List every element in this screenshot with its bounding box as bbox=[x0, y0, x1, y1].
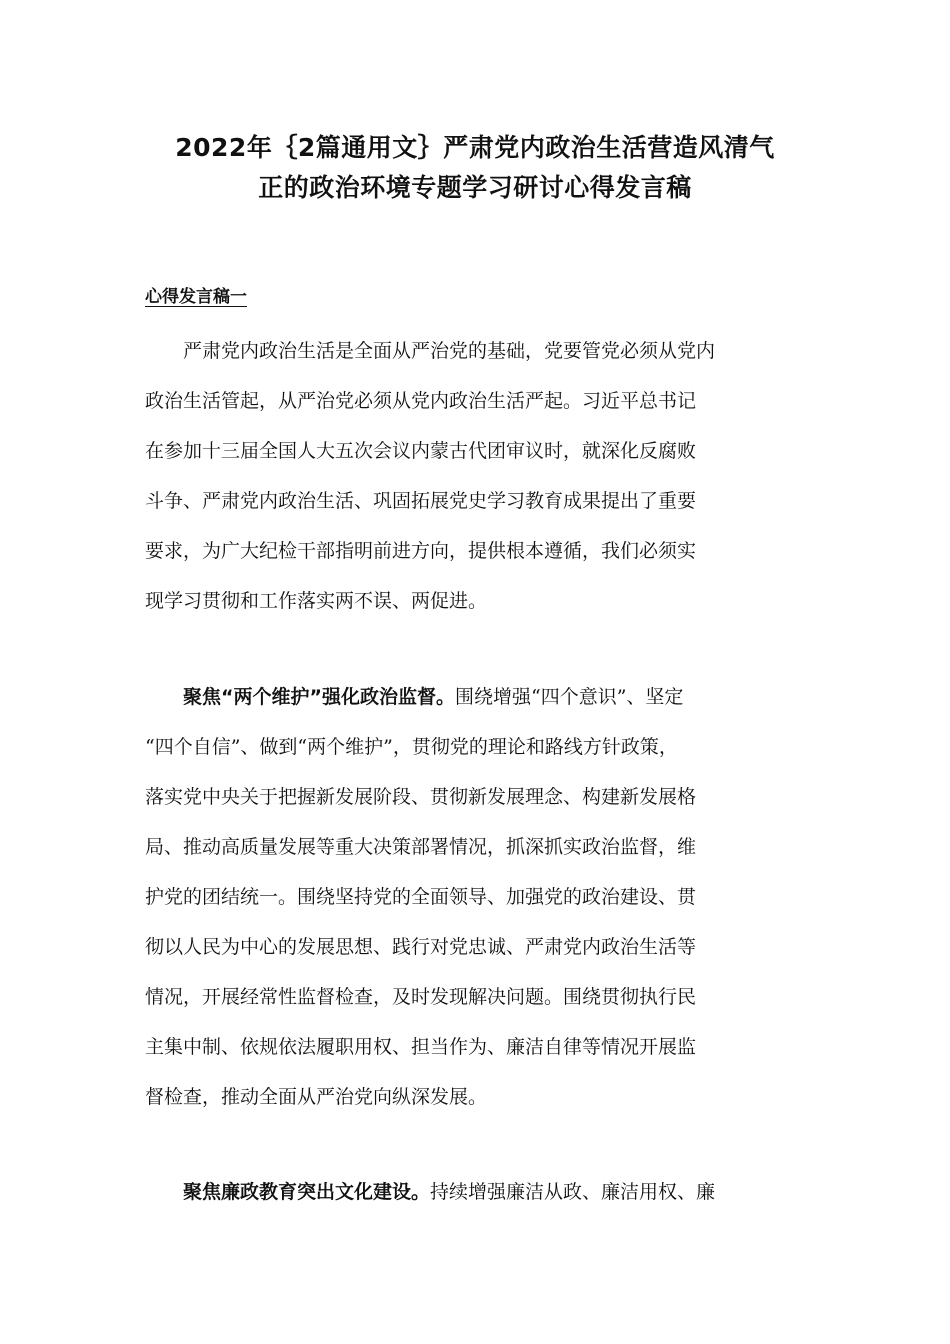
paragraph-first-line-text: 围绕增强“四个意识”、坚定 bbox=[454, 686, 684, 708]
paragraph-line: 斗争、严肃党内政治生活、巩固拓展党史学习教育成果提出了重要 bbox=[145, 490, 697, 512]
paragraph-line: 现学习贯彻和工作落实两不误、两促进。 bbox=[145, 590, 488, 612]
paragraph-line: 要求，为广大纪检干部指明前进方向，提供根本遵循，我们必须实 bbox=[145, 540, 697, 562]
paragraph-line: 局、推动高质量发展等重大决策部署情况，抓深抓实政治监督，维 bbox=[145, 836, 697, 858]
paragraph-first-line bbox=[145, 1167, 825, 1217]
paragraph-line: 在参加十三届全国人大五次会议内蒙古代团审议时，就深化反腐败 bbox=[145, 440, 697, 462]
paragraph-line: 督检查，推动全面从严治党向纵深发展。 bbox=[145, 1086, 488, 1108]
paragraph-first-line bbox=[145, 672, 825, 722]
paragraph-1 bbox=[145, 326, 825, 626]
paragraph-lead-heading: 聚焦“两个维护”强化政治监督。 bbox=[145, 686, 455, 708]
paragraph-line: 落实党中央关于把握新发展阶段、贯彻新发展理念、构建新发展格 bbox=[145, 786, 697, 808]
paragraph-first-line-text: 持续增强廉洁从政、廉洁用权、廉 bbox=[430, 1181, 716, 1203]
paragraph-line: 主集中制、依规依法履职用权、担当作为、廉洁自律等情况开展监 bbox=[145, 1036, 697, 1058]
paragraph-line: 政治生活管起，从严治党必须从党内政治生活严起。习近平总书记 bbox=[145, 390, 697, 412]
paragraph-line: 情况，开展经常性监督检查，及时发现解决问题。围绕贯彻执行民 bbox=[145, 986, 697, 1008]
document-title bbox=[120, 128, 830, 208]
title-line-1: 2022年｛2篇通用文｝严肃党内政治生活营造风清气 bbox=[175, 133, 775, 162]
paragraph-line: 护党的团结统一。围绕坚持党的全面领导、加强党的政治建设、贯 bbox=[145, 886, 697, 908]
paragraph-2 bbox=[145, 672, 825, 1122]
section-heading: 心得发言稿一 bbox=[145, 287, 247, 307]
paragraph-line: “四个自信”、做到“两个维护”，贯彻党的理论和路线方针政策， bbox=[145, 736, 678, 758]
paragraph-line: 彻以人民为中心的发展思想、践行对党忠诚、严肃党内政治生活等 bbox=[145, 936, 697, 958]
title-line-2: 正的政治环境专题学习研讨心得发言稿 bbox=[258, 173, 692, 202]
paragraph-3 bbox=[145, 1167, 825, 1217]
paragraph-lead-heading: 聚焦廉政教育突出文化建设。 bbox=[145, 1181, 431, 1203]
paragraph-line: 严肃党内政治生活是全面从严治党的基础，党要管党必须从党内 bbox=[145, 340, 716, 362]
